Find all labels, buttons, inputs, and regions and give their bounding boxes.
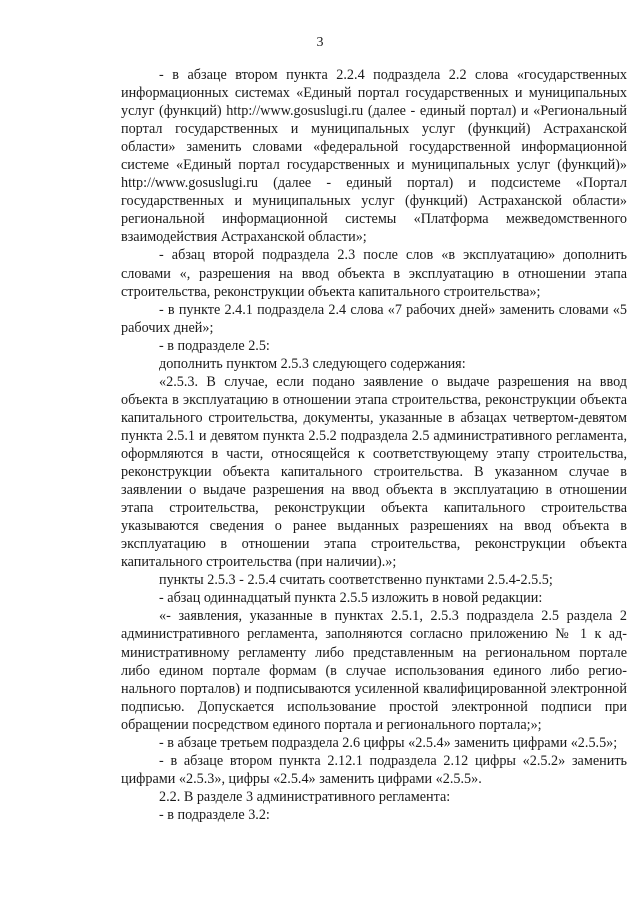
paragraph-2-6-amendment: - в абзаце третьем подраздела 2.6 цифры «2.5.4» заменить цифрами «2.5.5»; xyxy=(159,734,618,751)
paragraph-3-2-heading: - в подразделе 3.2: xyxy=(159,806,270,823)
paragraph-2-5-3-text: «2.5.3. В случае, если подано заявление о выдаче разрешения на ввод объекта в эксплуатацию в отношении этапа строительства, реконструкции объекта капитального строительства, документы, указанные в абзацах четвертом-девятом пункта 2.5.1 и девятом пункта 2.5.2 подраздела 2.5 административного регламента, оформляются в части, относящейся к соответствующему этапу строительства, реконструкции объекта капитального строительства. В указанном случае в заявлении о выдаче разрешения на ввод объекта в эксплуатацию в отношении этапа строительства, реконструкции объекта капитального строительства указываются сведения о ранее выданных разрешениях на ввод объекта в эксплуатацию в отношении этапа строительства, реконструкции объекта капитального строительства (при наличии).»; xyxy=(121,373,627,571)
paragraph-2-2-4-amendment: - в абзаце втором пункта 2.2.4 подраздела 2.2 слова «государственных информационных системах «Единый портал государственных и муниципальных услуг (функций) http://www.gosuslugi.ru (далее - единый портал) и «Региональный портал государственных и муниципальных услуг (функций) Астраханской области» заменить словами «федеральной государственной информационной системе «Единый портал государственных и муниципальных услуг (функций)» http://www.gosuslugi.ru (далее - единый портал) и подсистеме «Портал государственных и муниципальных услуг (функций) Астраханской области» региональной информационной системы «Платформа межведомственного взаимодействия Астраханской области»; xyxy=(121,67,627,246)
paragraph-section-3-heading: 2.2. В разделе 3 административного регламента: xyxy=(159,788,451,805)
paragraph-2-5-heading: - в подразделе 2.5: xyxy=(159,337,270,354)
paragraph-applications-text: «- заявления, указанные в пунктах 2.5.1, 2.5.3 подраздела 2.5 раздела 2 административного регламента, заполняются согласно приложению № 1 к административному регламенту либо представленным на региональном портале либо едином портале формам (в случае использования единого либо регионального порталов) и подписываются усиленной квалифицированной электронной подписью. Допускается использование простой электронной подписи при обращении посредством единого портала и регионального портала;»; xyxy=(121,608,627,733)
paragraph-add-2-5-3: дополнить пунктом 2.5.3 следующего содержания: xyxy=(159,355,466,372)
paragraph-2-4-1-amendment: - в пункте 2.4.1 подраздела 2.4 слова «7 рабочих дней» заменить словами «5 рабочих дней»; xyxy=(121,301,627,336)
paragraph-2-12-1-amendment: - в абзаце втором пункта 2.12.1 подраздела 2.12 цифры «2.5.2» заменить цифрами «2.5.3», цифры «2.5.4» заменить цифрами «2.5.5». xyxy=(121,752,627,787)
paragraph-2-3-amendment: - абзац второй подраздела 2.3 после слов «в эксплуатацию» дополнить словами «, разрешения на ввод объекта в эксплуатацию в отношении этапа строительства, реконструкции объекта капитального строительства»; xyxy=(121,247,627,300)
paragraph-renumber-points: пункты 2.5.3 - 2.5.4 считать соответственно пунктами 2.5.4-2.5.5; xyxy=(159,572,553,589)
paragraph-2-5-5-amendment: - абзац одиннадцатый пункта 2.5.5 изложить в новой редакции: xyxy=(159,590,543,607)
document-body xyxy=(121,66,627,824)
page-number: 3 xyxy=(316,35,324,50)
